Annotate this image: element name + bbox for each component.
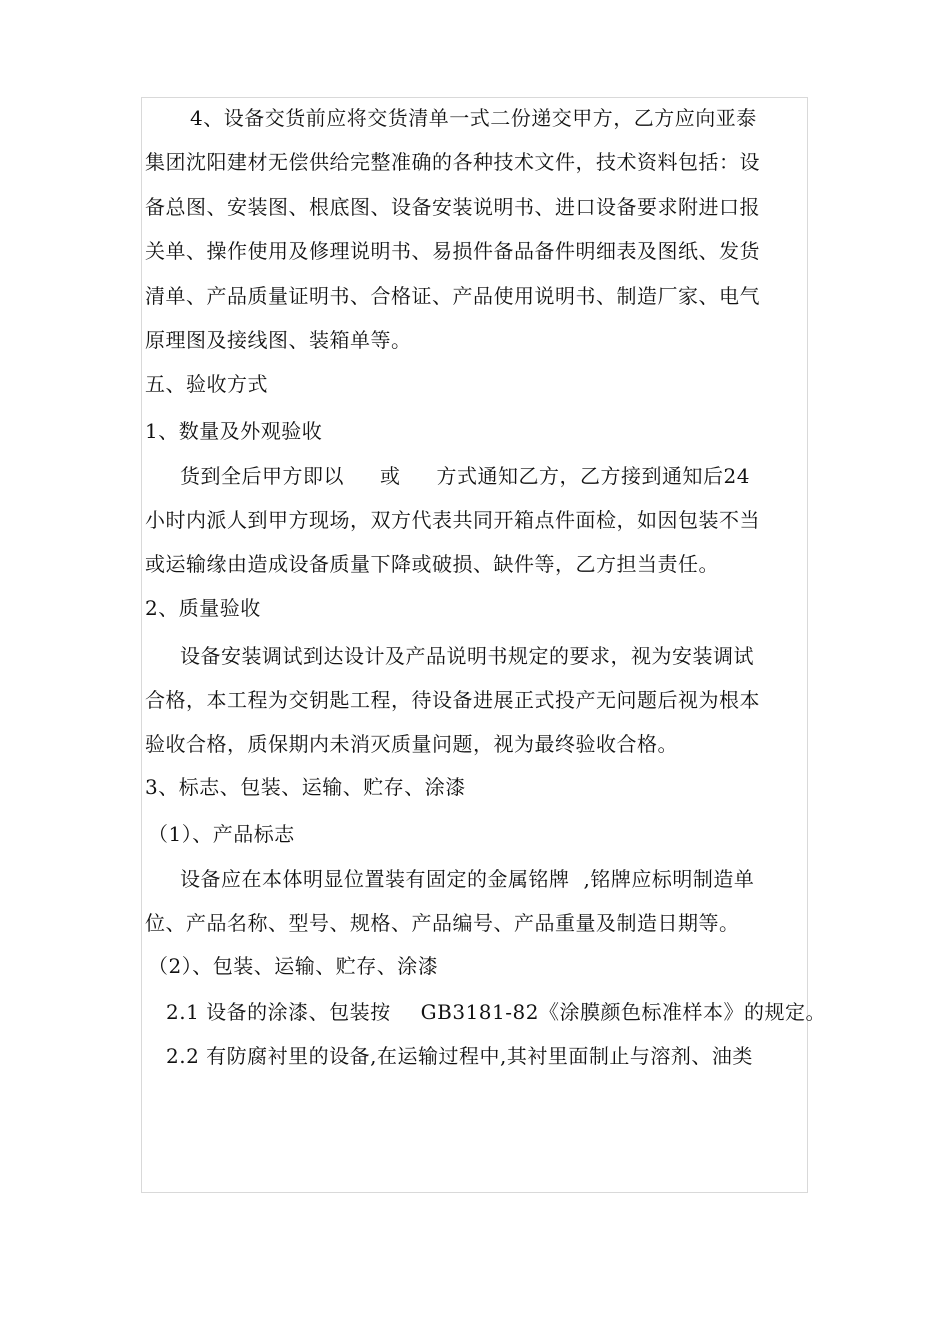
section-5-title: 五、验收方式 xyxy=(145,372,268,396)
subsection-2-title: 2、质量验收 xyxy=(145,596,261,620)
subsection-2-line-3: 验收合格，质保期内未消灭质量问题，视为最终验收合格。 xyxy=(145,732,678,756)
paragraph-4-line-5: 清单、产品质量证明书、合格证、产品使用说明书、制造厂家、电气 xyxy=(145,284,760,308)
paragraph-4-line-4: 关单、操作使用及修理说明书、易损件备品备件明细表及图纸、发货 xyxy=(145,239,760,263)
item-1-line-2: 位、产品名称、型号、规格、产品编号、产品重量及制造日期等。 xyxy=(145,911,740,935)
subsection-1-line-1-part-a: 货到全后甲方即以 xyxy=(180,464,344,488)
item-2-1-line xyxy=(166,997,826,1027)
item-2-title: （2）、包装、运输、贮存、涂漆 xyxy=(148,954,439,978)
subsection-2-line-2: 合格，本工程为交钥匙工程，待设备进展正式投产无问题后视为根本 xyxy=(145,688,760,712)
subsection-1-line-2: 小时内派人到甲方现场，双方代表共同开箱点件面检，如因包装不当 xyxy=(145,508,760,532)
subsection-1-line-1-part-b: 或 xyxy=(380,464,401,488)
item-2-1-part-a: 2.1 设备的涂漆、包装按 xyxy=(166,1000,391,1024)
item-1-line-1-part-a: 设备应在本体明显位置装有固定的金属铭牌 xyxy=(180,867,570,891)
item-1-line-1-part-b: ,铭牌应标明制造单 xyxy=(583,867,755,891)
subsection-1-line-1-part-c: 方式通知乙方，乙方接到通知后24 xyxy=(436,464,750,488)
paragraph-4-line-3: 备总图、安装图、根底图、设备安装说明书、进口设备要求附进口报 xyxy=(145,195,760,219)
subsection-3-title: 3、标志、包装、运输、贮存、涂漆 xyxy=(145,775,466,799)
item-2-1-part-b: GB3181-82《涂膜颜色标准样本》的规定。 xyxy=(420,1000,826,1024)
subsection-2-line-1: 设备安装调试到达设计及产品说明书规定的要求，视为安装调试 xyxy=(180,644,754,668)
item-2-2-line: 2.2 有防腐衬里的设备,在运输过程中,其衬里面制止与溶剂、油类 xyxy=(166,1044,753,1068)
paragraph-4-line-6: 原理图及接线图、装箱单等。 xyxy=(145,328,412,352)
paragraph-4-line-1: 4、设备交货前应将交货清单一式二份递交甲方，乙方应向亚泰 xyxy=(190,106,757,130)
item-1-title: （1）、产品标志 xyxy=(148,822,295,846)
item-1-line-1 xyxy=(180,864,754,894)
paragraph-4-line-2: 集团沈阳建材无偿供给完整准确的各种技术文件，技术资料包括：设 xyxy=(145,150,760,174)
subsection-1-title: 1、数量及外观验收 xyxy=(145,419,323,443)
subsection-1-line-3: 或运输缘由造成设备质量下降或破损、缺件等，乙方担当责任。 xyxy=(145,552,719,576)
subsection-1-line-1 xyxy=(180,461,750,491)
